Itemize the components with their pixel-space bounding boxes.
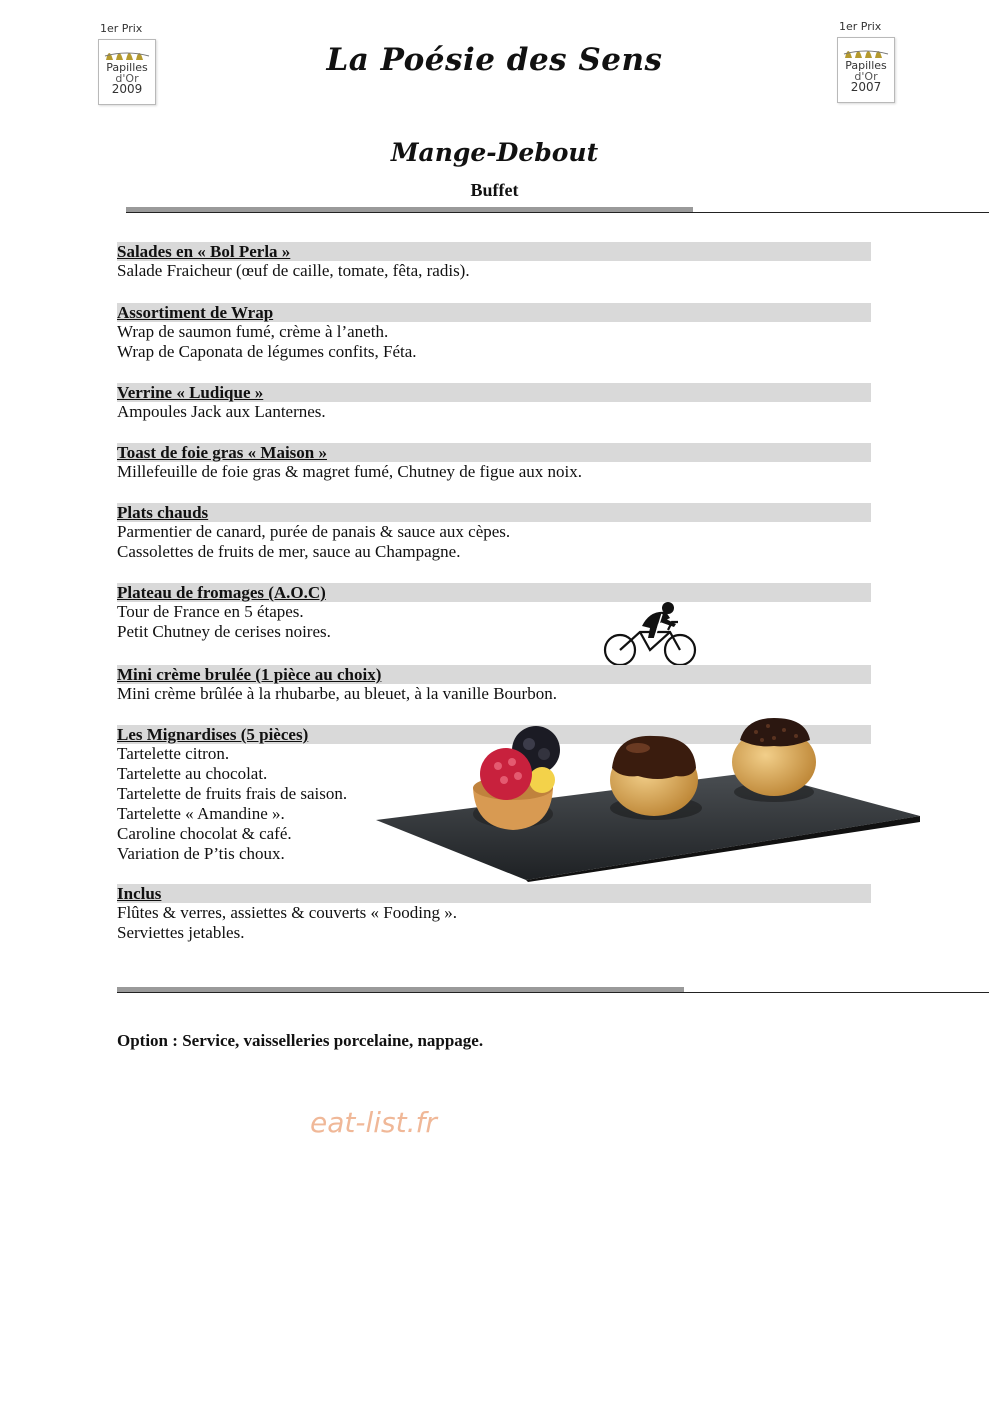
section-heading: Inclus	[117, 884, 871, 903]
menu-section-verrine	[117, 383, 871, 422]
award-prize-label: 1er Prix	[839, 20, 882, 33]
menu-section-toast	[117, 443, 871, 482]
page-title: La Poésie des Sens	[326, 42, 663, 78]
award-prize-label: 1er Prix	[100, 22, 143, 35]
section-heading: Assortiment de Wrap	[117, 303, 871, 322]
footer-rule-thin	[117, 992, 989, 993]
raspberry-tartlet	[473, 726, 560, 830]
section-heading: Les Mignardises (5 pièces)	[117, 725, 871, 744]
award-year: 2009	[111, 82, 143, 96]
menu-item: Serviettes jetables.	[117, 923, 245, 942]
menu-section-wrap	[117, 303, 871, 362]
menu-item: Wrap de saumon fumé, crème à l’aneth.	[117, 322, 389, 341]
menu-item: Salade Fraicheur (œuf de caille, tomate, fêta, radis).	[117, 261, 470, 280]
menu-item: Mini crème brûlée à la rhubarbe, au bleuet, à la vanille Bourbon.	[117, 684, 557, 703]
menu-item: Tartelette de fruits frais de saison.	[117, 784, 348, 803]
menu-section-fromages	[117, 583, 871, 642]
award-line1: Papilles	[845, 59, 887, 72]
option-line	[117, 1031, 483, 1051]
award-line1: Papilles	[106, 61, 148, 74]
award-year: 2007	[850, 80, 882, 94]
menu-item: Tartelette citron.	[117, 744, 230, 763]
menu-category: Buffet	[470, 180, 519, 200]
menu-section-creme-brulee	[117, 665, 871, 704]
menu-item: Tartelette « Amandine ».	[117, 804, 285, 823]
section-heading: Plats chauds	[117, 503, 871, 522]
section-heading: Mini crème brulée (1 pièce au choix)	[117, 665, 871, 684]
option-text: Service, vaisselleries porcelaine, nappage.	[182, 1031, 484, 1050]
award-line2: d'Or	[854, 70, 878, 83]
pastries-on-slate-image	[376, 716, 922, 882]
menu-item: Tour de France en 5 étapes.	[117, 602, 304, 621]
menu-item: Millefeuille de foie gras & magret fumé, Chutney de figue aux noix.	[117, 462, 583, 481]
section-heading: Verrine « Ludique »	[117, 383, 871, 402]
menu-item: Variation de P’tis choux.	[117, 844, 285, 863]
menu-subtitle: Mange-Debout	[390, 138, 599, 167]
menu-item: Parmentier de canard, purée de panais & sauce aux cèpes.	[117, 522, 511, 541]
menu-item: Wrap de Caponata de légumes confits, Féta.	[117, 342, 417, 361]
watermark: eat-list.fr	[310, 1106, 437, 1139]
header-rule-thin	[126, 212, 989, 213]
menu-section-plats-chauds	[117, 503, 871, 562]
cyclist-icon	[600, 602, 702, 666]
chocolate-choux	[610, 736, 702, 820]
menu-item: Caroline chocolat & café.	[117, 824, 292, 843]
menu-item: Ampoules Jack aux Lanternes.	[117, 402, 326, 421]
menu-section-salades	[117, 242, 871, 281]
award-line2: d'Or	[115, 72, 139, 85]
menu-section-inclus	[117, 884, 871, 943]
section-heading: Plateau de fromages (A.O.C)	[117, 583, 871, 602]
menu-item: Cassolettes de fruits de mer, sauce au Champagne.	[117, 542, 461, 561]
sprinkle-choux	[732, 718, 816, 802]
option-label: Option :	[117, 1031, 178, 1050]
menu-item: Tartelette au chocolat.	[117, 764, 268, 783]
menu-item: Petit Chutney de cerises noires.	[117, 622, 331, 641]
menu-item: Flûtes & verres, assiettes & couverts « Fooding ».	[117, 903, 457, 922]
section-heading: Toast de foie gras « Maison »	[117, 443, 871, 462]
section-heading: Salades en « Bol Perla »	[117, 242, 871, 261]
